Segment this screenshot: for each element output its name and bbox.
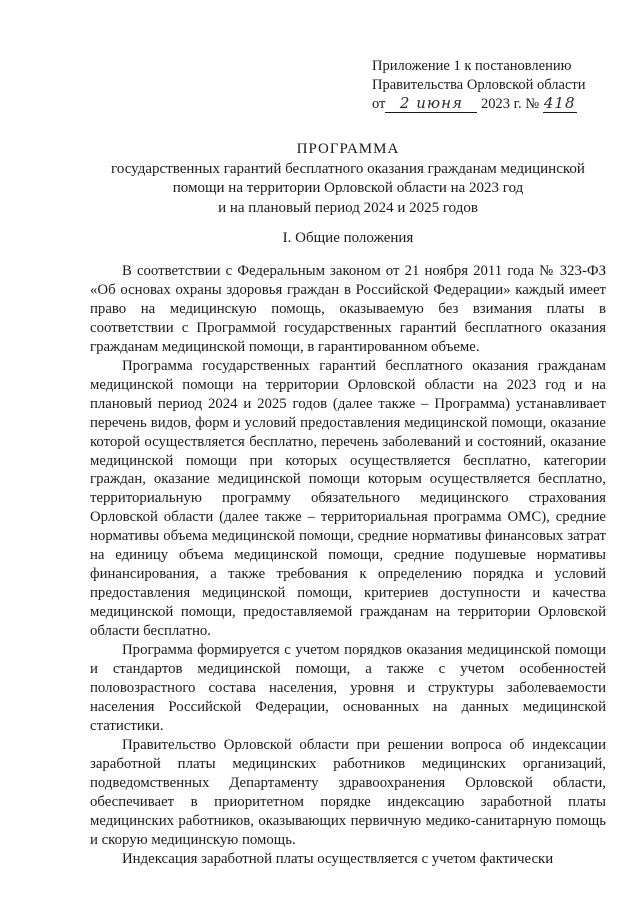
paragraph-1: В соответствии с Федеральным законом от 21 ноября 2011 года № 323-ФЗ «Об основах охраны здоровья граждан в Российской Федерации» каждый имеет право на медицинскую помощь, оказываемую без взимания платы в соответствии с Программой государственных гарантий бесплатного оказания гражданам медицинской помощи, в гарантированном объеме. [90,263,606,355]
approval-stamp-block [372,57,612,114]
approval-line-1: Приложение 1 к постановлению [372,58,572,74]
approval-date-field [385,96,477,113]
paragraph-5: Индексация заработной платы осуществляется с учетом фактически [122,850,554,867]
paragraph-3: Программа формируется с учетом порядков оказания медицинской помощи и стандартов медицинской помощи, а также с учетом особенностей половозрастного состава населения, уровня и структуры заболеваемости населения Российской Федерации, основанных на данных медицинской статистики. [90,642,606,734]
program-heading: ПРОГРАММА [296,141,400,157]
handwritten-date: 2 июня [399,94,463,112]
body-text [90,262,606,869]
program-title-line-3: и на плановый период 2024 и 2025 годов [218,199,478,216]
program-title-block [90,140,606,218]
program-title-line-1: государственных гарантий бесплатного оказания гражданам медицинской [111,160,585,177]
approval-line-3 [372,95,612,114]
approval-line-2: Правительства Орловской области [372,77,586,93]
paragraph-2: Программа государственных гарантий бесплатного оказания гражданам медицинской помощи на территории Орловской области на 2023 год и на плановый период 2024 и 2025 годов (далее также – Программа) устанавливает перечень видов, форм и условий предоставления медицинской помощи, оказание которой осуществляется бесплатно, перечень заболеваний и состояний, оказание медицинской помощи при которых осуществляется бесплатно, категории граждан, оказание медицинской помощи которым осуществляется бесплатно, территориальную программу обязательного медицинского страхования Орловской области (далее также – территориальная программа ОМС), средние нормативы объема медицинской помощи, средние нормативы финансовых затрат на единицу объема медицинской помощи, средние подушевые нормативы финансирования, а также требования к определению порядка и условий предоставления медицинской помощи, критериев доступности и качества медицинской помощи, предоставляемой гражданам на территории Орловской области бесплатно. [90,357,606,640]
program-title-line-2: помощи на территории Орловской области на 2023 год [172,180,524,196]
approval-year: 2023 г. № [481,96,540,112]
handwritten-number: 418 [543,94,576,112]
section-heading: I. Общие положения [282,230,414,246]
approval-number-field [543,96,577,113]
approval-date-prefix: от [372,96,386,112]
paragraph-4: Правительство Орловской области при решении вопроса об индексации заработной платы медицинских работников медицинских организаций, подведомственных Департаменту здравоохранения Орловской области, обеспечивает в приоритетном порядке индексацию заработной платы медицинских работников, оказывающих первичную медико-санитарную помощь и скорую медицинскую помощь. [90,736,606,848]
